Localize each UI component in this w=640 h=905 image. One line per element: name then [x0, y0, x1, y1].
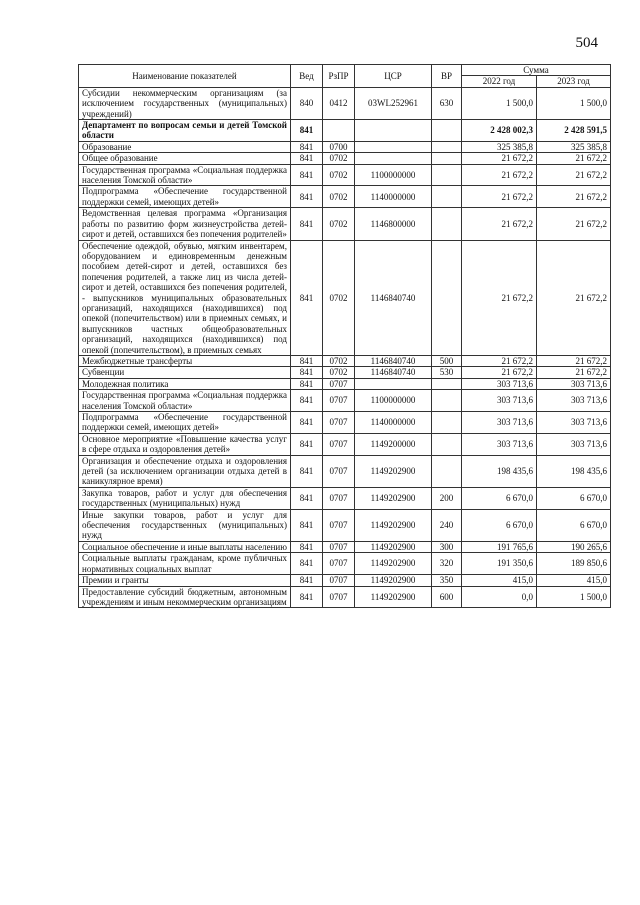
page-number: 504	[575, 35, 598, 51]
cell-ved: 841	[291, 586, 323, 608]
table-row	[79, 153, 611, 164]
cell-vr: 300	[432, 541, 462, 552]
cell-sum-2023: 1 500,0	[537, 586, 611, 608]
table-row	[79, 433, 611, 455]
cell-csr: 1149202900	[355, 455, 432, 487]
cell-sum-2023: 325 385,8	[537, 141, 611, 152]
cell-name: Межбюджетные трансферты	[79, 355, 291, 366]
cell-sum-2023: 303 713,6	[537, 412, 611, 434]
cell-rzpr: 0707	[323, 541, 355, 552]
table-row	[79, 208, 611, 240]
cell-name: Премии и гранты	[79, 575, 291, 586]
cell-sum-2023: 21 672,2	[537, 240, 611, 355]
cell-csr: 1146840740	[355, 355, 432, 366]
cell-name: Организация и обеспечение отдыха и оздоровления детей (за исключением организации отдыха детей в каникулярное время)	[79, 455, 291, 487]
cell-ved: 841	[291, 455, 323, 487]
cell-vr: 320	[432, 553, 462, 575]
cell-name: Ведомственная целевая программа «Организация работы по развитию форм жизнеустройства детей-сирот и детей, оставшихся без попечения родителей»	[79, 208, 291, 240]
header-ved: Вед	[291, 65, 323, 88]
cell-rzpr: 0702	[323, 164, 355, 186]
cell-vr: 600	[432, 586, 462, 608]
table-row	[79, 141, 611, 152]
cell-sum-2022: 6 670,0	[462, 509, 537, 541]
cell-name: Общее образование	[79, 153, 291, 164]
cell-sum-2023: 21 672,2	[537, 355, 611, 366]
cell-name: Молодежная политика	[79, 378, 291, 389]
cell-csr: 1149202900	[355, 575, 432, 586]
cell-ved: 841	[291, 412, 323, 434]
header-csr: ЦСР	[355, 65, 432, 88]
table-row	[79, 509, 611, 541]
cell-sum-2022: 0,0	[462, 586, 537, 608]
cell-sum-2023: 21 672,2	[537, 164, 611, 186]
cell-ved: 841	[291, 208, 323, 240]
cell-sum-2023: 415,0	[537, 575, 611, 586]
table-row	[79, 378, 611, 389]
cell-sum-2022: 303 713,6	[462, 433, 537, 455]
cell-name: Государственная программа «Социальная поддержка населения Томской области»	[79, 390, 291, 412]
header-sum: Сумма	[462, 65, 611, 76]
table-row	[79, 186, 611, 208]
budget-table	[78, 64, 611, 608]
header-year-2022: 2022 год	[462, 76, 537, 87]
cell-vr: 200	[432, 487, 462, 509]
cell-vr: 500	[432, 355, 462, 366]
cell-sum-2022: 21 672,2	[462, 367, 537, 378]
cell-csr: 1149202900	[355, 487, 432, 509]
table-row	[79, 367, 611, 378]
cell-sum-2022: 191 350,6	[462, 553, 537, 575]
cell-ved: 841	[291, 355, 323, 366]
cell-name: Субвенции	[79, 367, 291, 378]
cell-sum-2023: 189 850,6	[537, 553, 611, 575]
header-rzpr: РзПР	[323, 65, 355, 88]
cell-ved: 841	[291, 186, 323, 208]
cell-csr: 1146840740	[355, 367, 432, 378]
cell-csr: 1149200000	[355, 433, 432, 455]
table-row	[79, 575, 611, 586]
table-row	[79, 586, 611, 608]
cell-sum-2023: 190 265,6	[537, 541, 611, 552]
cell-ved: 841	[291, 378, 323, 389]
table-row	[79, 390, 611, 412]
table-row	[79, 120, 611, 142]
table-row	[79, 412, 611, 434]
cell-name: Социальные выплаты гражданам, кроме публичных нормативных социальных выплат	[79, 553, 291, 575]
cell-vr: 630	[432, 87, 462, 119]
cell-sum-2023: 21 672,2	[537, 208, 611, 240]
cell-sum-2022: 21 672,2	[462, 208, 537, 240]
cell-sum-2023: 2 428 591,5	[537, 120, 611, 142]
cell-rzpr: 0412	[323, 87, 355, 119]
cell-ved: 840	[291, 87, 323, 119]
cell-sum-2022: 1 500,0	[462, 87, 537, 119]
cell-sum-2022: 303 713,6	[462, 390, 537, 412]
cell-name: Государственная программа «Социальная поддержка населения Томской области»	[79, 164, 291, 186]
cell-csr: 1149202900	[355, 541, 432, 552]
cell-name: Образование	[79, 141, 291, 152]
cell-sum-2023: 6 670,0	[537, 509, 611, 541]
cell-rzpr	[323, 120, 355, 142]
cell-vr: 240	[432, 509, 462, 541]
cell-sum-2022: 191 765,6	[462, 541, 537, 552]
cell-rzpr: 0707	[323, 433, 355, 455]
cell-ved: 841	[291, 153, 323, 164]
cell-rzpr: 0707	[323, 509, 355, 541]
table-row	[79, 487, 611, 509]
cell-rzpr: 0707	[323, 586, 355, 608]
header-year-2023: 2023 год	[537, 76, 611, 87]
cell-vr	[432, 412, 462, 434]
cell-name: Закупка товаров, работ и услуг для обеспечения государственных (муниципальных) нужд	[79, 487, 291, 509]
cell-sum-2023: 303 713,6	[537, 433, 611, 455]
cell-csr: 1146800000	[355, 208, 432, 240]
cell-sum-2023: 21 672,2	[537, 186, 611, 208]
table-row	[79, 240, 611, 355]
cell-rzpr: 0707	[323, 412, 355, 434]
cell-rzpr: 0702	[323, 186, 355, 208]
cell-rzpr: 0707	[323, 378, 355, 389]
cell-rzpr: 0702	[323, 240, 355, 355]
cell-vr	[432, 390, 462, 412]
cell-ved: 841	[291, 240, 323, 355]
cell-csr: 1149202900	[355, 586, 432, 608]
cell-vr	[432, 208, 462, 240]
cell-name: Основное мероприятие «Повышение качества услуг в сфере отдыха и оздоровления детей»	[79, 433, 291, 455]
cell-rzpr: 0702	[323, 367, 355, 378]
cell-vr	[432, 186, 462, 208]
cell-sum-2022: 303 713,6	[462, 378, 537, 389]
cell-ved: 841	[291, 541, 323, 552]
cell-sum-2022: 21 672,2	[462, 153, 537, 164]
cell-vr: 350	[432, 575, 462, 586]
cell-csr: 1140000000	[355, 186, 432, 208]
cell-csr	[355, 378, 432, 389]
cell-sum-2023: 1 500,0	[537, 87, 611, 119]
cell-sum-2022: 21 672,2	[462, 186, 537, 208]
cell-sum-2022: 325 385,8	[462, 141, 537, 152]
cell-csr	[355, 120, 432, 142]
cell-rzpr: 0702	[323, 355, 355, 366]
cell-csr: 03WL252961	[355, 87, 432, 119]
cell-vr	[432, 455, 462, 487]
cell-sum-2022: 415,0	[462, 575, 537, 586]
cell-name: Иные закупки товаров, работ и услуг для обеспечения государственных (муниципальных) нужд	[79, 509, 291, 541]
cell-rzpr: 0707	[323, 390, 355, 412]
cell-sum-2022: 21 672,2	[462, 164, 537, 186]
cell-sum-2023: 198 435,6	[537, 455, 611, 487]
cell-sum-2022: 21 672,2	[462, 240, 537, 355]
cell-csr: 1140000000	[355, 412, 432, 434]
cell-ved: 841	[291, 367, 323, 378]
cell-rzpr: 0702	[323, 208, 355, 240]
cell-csr	[355, 141, 432, 152]
cell-name: Подпрограмма «Обеспечение государственной поддержки семей, имеющих детей»	[79, 412, 291, 434]
cell-ved: 841	[291, 120, 323, 142]
cell-rzpr: 0702	[323, 153, 355, 164]
cell-sum-2023: 21 672,2	[537, 367, 611, 378]
cell-vr	[432, 433, 462, 455]
cell-name: Субсидии некоммерческим организациям (за исключением государственных (муниципальных) учреждений)	[79, 87, 291, 119]
header-vr: ВР	[432, 65, 462, 88]
cell-vr	[432, 240, 462, 355]
cell-vr	[432, 164, 462, 186]
cell-sum-2023: 21 672,2	[537, 153, 611, 164]
table-body	[79, 87, 611, 608]
cell-ved: 841	[291, 487, 323, 509]
cell-ved: 841	[291, 141, 323, 152]
cell-name: Предоставление субсидий бюджетным, автономным учреждениям и иным некоммерческим организациям	[79, 586, 291, 608]
cell-csr: 1146840740	[355, 240, 432, 355]
table-row	[79, 164, 611, 186]
cell-sum-2023: 303 713,6	[537, 390, 611, 412]
cell-csr: 1149202900	[355, 553, 432, 575]
cell-ved: 841	[291, 509, 323, 541]
cell-sum-2022: 6 670,0	[462, 487, 537, 509]
cell-rzpr: 0707	[323, 487, 355, 509]
cell-sum-2023: 6 670,0	[537, 487, 611, 509]
table-row	[79, 455, 611, 487]
cell-vr	[432, 378, 462, 389]
cell-rzpr: 0707	[323, 575, 355, 586]
cell-ved: 841	[291, 553, 323, 575]
table-row	[79, 553, 611, 575]
cell-vr	[432, 141, 462, 152]
cell-rzpr: 0707	[323, 455, 355, 487]
cell-name: Департамент по вопросам семьи и детей Томской области	[79, 120, 291, 142]
cell-csr: 1100000000	[355, 390, 432, 412]
cell-ved: 841	[291, 390, 323, 412]
cell-sum-2022: 21 672,2	[462, 355, 537, 366]
cell-vr	[432, 153, 462, 164]
cell-vr: 530	[432, 367, 462, 378]
cell-sum-2022: 2 428 002,3	[462, 120, 537, 142]
cell-sum-2022: 198 435,6	[462, 455, 537, 487]
cell-name: Обеспечение одеждой, обувью, мягким инвентарем, оборудованием и единовременным денежным пособием детей-сирот и детей, оставшихся без попечения родителей, а также лиц из числа детей-сирот и детей, оставшихся без попечения родителей, - выпускников муниципальных образовательных организаций, находящихся (находившихся) под опекой (попечительством) или в приемных семьях, и выпускников частных общеобразовательных организаций, находящихся (находившихся) под опекой (попечительством), в приемных семьях	[79, 240, 291, 355]
cell-ved: 841	[291, 575, 323, 586]
cell-csr: 1149202900	[355, 509, 432, 541]
cell-ved: 841	[291, 164, 323, 186]
cell-vr	[432, 120, 462, 142]
cell-sum-2022: 303 713,6	[462, 412, 537, 434]
cell-name: Социальное обеспечение и иные выплаты населению	[79, 541, 291, 552]
table-row	[79, 87, 611, 119]
cell-sum-2023: 303 713,6	[537, 378, 611, 389]
table-row	[79, 541, 611, 552]
cell-rzpr: 0707	[323, 553, 355, 575]
cell-csr: 1100000000	[355, 164, 432, 186]
cell-csr	[355, 153, 432, 164]
cell-name: Подпрограмма «Обеспечение государственной поддержки семей, имеющих детей»	[79, 186, 291, 208]
header-name: Наименование показателей	[79, 65, 291, 88]
cell-ved: 841	[291, 433, 323, 455]
cell-rzpr: 0700	[323, 141, 355, 152]
table-row	[79, 355, 611, 366]
